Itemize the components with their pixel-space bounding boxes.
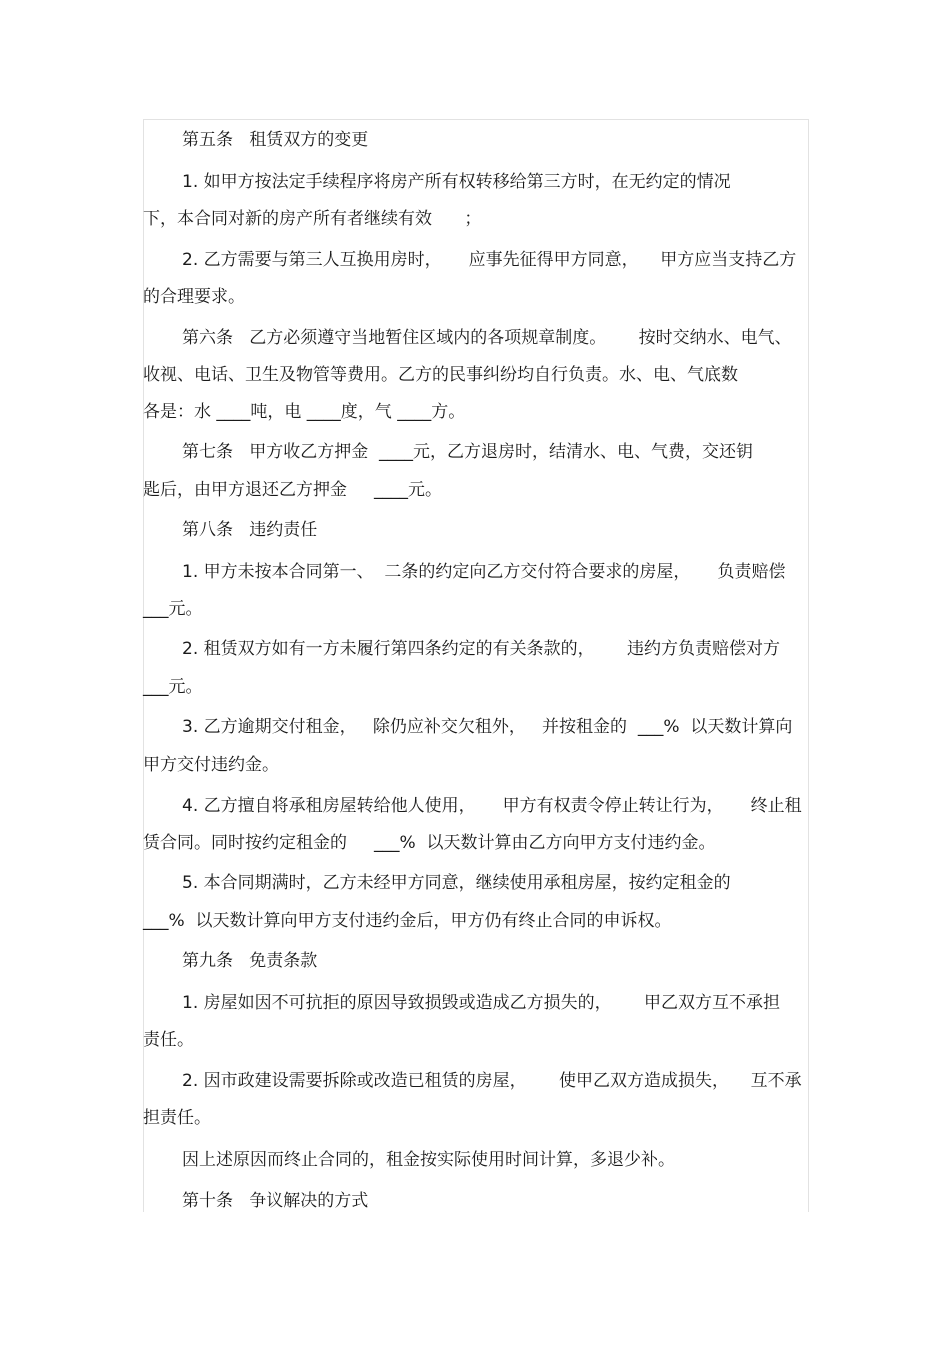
paragraph-line: 2. 乙方需要与第三人互换用房时， 应事先征得甲方同意， 甲方应当支持乙方 xyxy=(182,250,797,270)
paragraph-line: 2. 租赁双方如有一方未履行第四条约定的有关条款的， 违约方负责赔偿对方 xyxy=(182,639,781,659)
paragraph-line: 1. 如甲方按法定手续程序将房产所有权转移给第三方时，在无约定的情况 xyxy=(182,172,731,192)
paragraph-line: 因上述原因而终止合同的，租金按实际使用时间计算，多退少补。 xyxy=(182,1150,675,1170)
article-8-heading: 第八条 违约责任 xyxy=(182,520,318,540)
paragraph-line: 1. 房屋如因不可抗拒的原因导致损毁或造成乙方损失的， 甲乙双方互不承担 xyxy=(182,993,781,1013)
article-9-heading: 第九条 免责条款 xyxy=(182,951,318,971)
paragraph-line: ___元。 xyxy=(143,677,203,697)
paragraph-line: ___元。 xyxy=(143,599,203,619)
paragraph-line: 赁合同。同时按约定租金的 ___% 以天数计算由乙方向甲方支付违约金。 xyxy=(143,833,716,853)
paragraph-line: 3. 乙方逾期交付租金， 除仍应补交欠租外， 并按租金的 ___% 以天数计算向 xyxy=(182,717,793,737)
article-6-line: 第六条 乙方必须遵守当地暂住区域内的各项规章制度。 按时交纳水、电气、 xyxy=(182,328,792,348)
article-10-heading: 第十条 争议解决的方式 xyxy=(182,1191,369,1211)
paragraph-line: 1. 甲方未按本合同第一、 二条的约定向乙方交付符合要求的房屋， 负责赔偿 xyxy=(182,562,786,582)
paragraph-line: 2. 因市政建设需要拆除或改造已租赁的房屋， 使甲乙双方造成损失， 互不承 xyxy=(182,1071,802,1091)
paragraph-line: 责任。 xyxy=(143,1030,194,1050)
paragraph-line: 各是：水 ____吨，电 ____度，气 ____方。 xyxy=(143,402,466,422)
article-7-line: 第七条 甲方收乙方押金 ____元，乙方退房时，结清水、电、气费，交还钥 xyxy=(182,442,754,462)
paragraph-line: 担责任。 xyxy=(143,1108,211,1128)
paragraph-line: 下，本合同对新的房产所有者继续有效 ； xyxy=(143,209,482,229)
article-5-heading: 第五条 租赁双方的变更 xyxy=(182,130,369,150)
paragraph-line: 4. 乙方擅自将承租房屋转给他人使用， 甲方有权责令停止转让行为， 终止租 xyxy=(182,796,802,816)
paragraph-line: ___% 以天数计算向甲方支付违约金后，甲方仍有终止合同的申诉权。 xyxy=(143,911,672,931)
paragraph-line: 5. 本合同期满时，乙方未经甲方同意，继续使用承租房屋，按约定租金的 xyxy=(182,873,731,893)
paragraph-line: 收视、电话、卫生及物管等费用。乙方的民事纠纷均自行负责。水、电、气底数 xyxy=(143,365,738,385)
paragraph-line: 匙后，由甲方退还乙方押金 ____元。 xyxy=(143,480,443,500)
page-frame xyxy=(143,119,809,1212)
paragraph-line: 甲方交付违约金。 xyxy=(143,755,279,775)
paragraph-line: 的合理要求。 xyxy=(143,287,245,307)
